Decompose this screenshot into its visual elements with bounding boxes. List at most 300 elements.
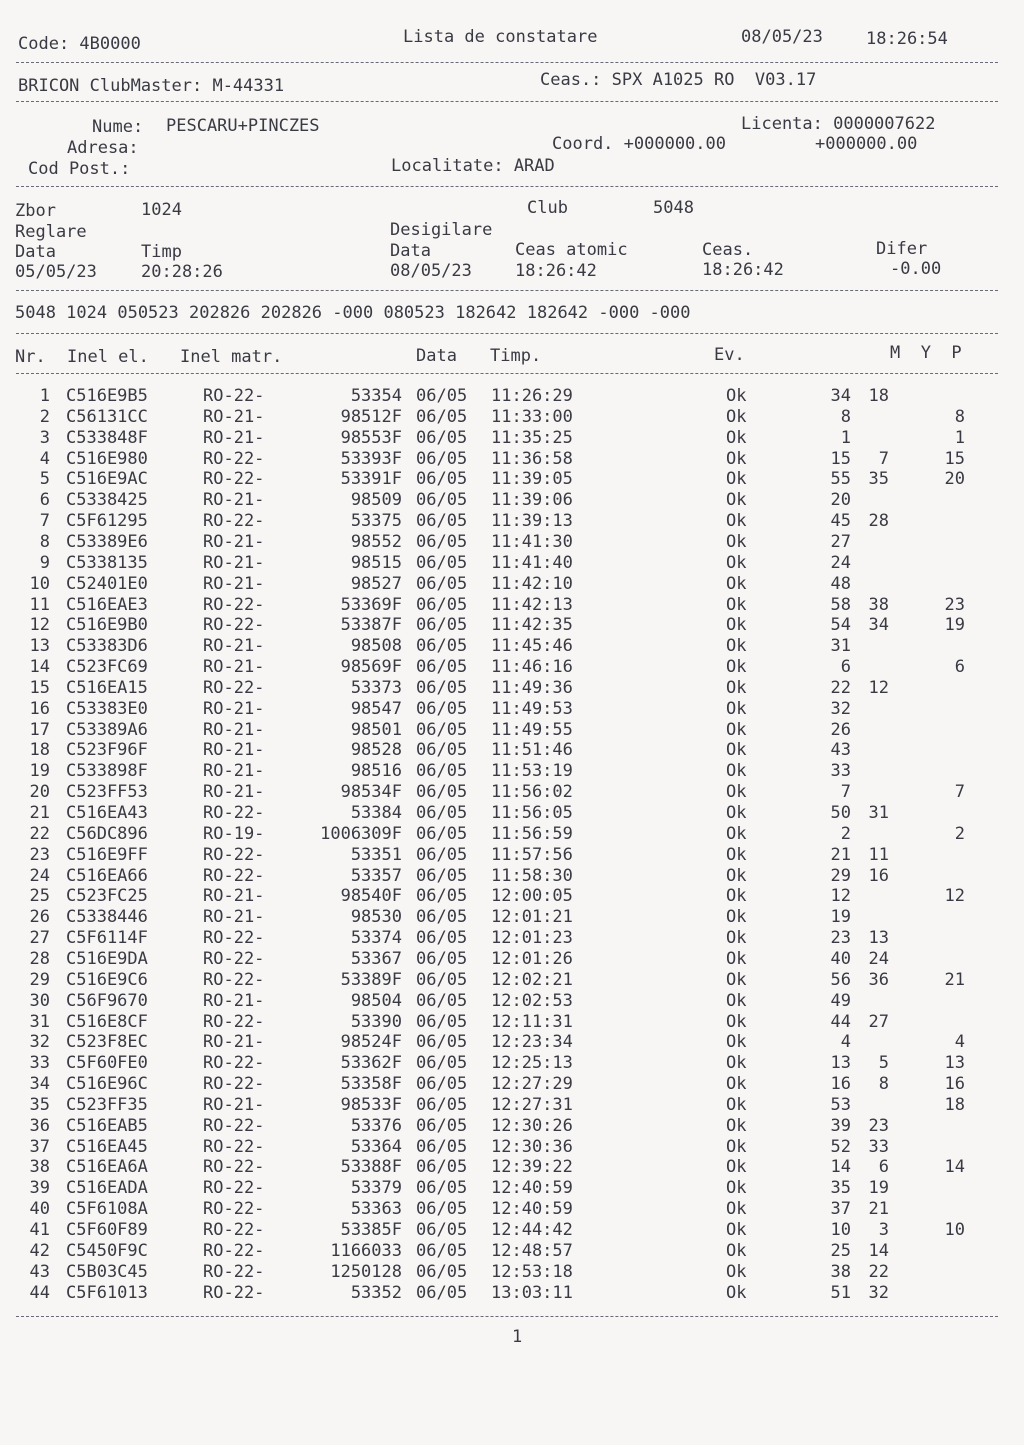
cell-inel-el: C516EADA [66,1178,148,1199]
cell-nr: 5 [39,469,50,490]
cell-y: 36 [868,969,889,990]
cell-prefix: RO-22- [203,448,265,469]
nume-label: Nume: [92,117,144,137]
cell-prefix: RO-21- [203,427,265,448]
cell-ev: Ok [726,698,747,719]
cell-ev: Ok [726,1011,747,1032]
cell-data: 06/05 [416,1011,468,1032]
desigilare-label: Desigilare [390,220,493,240]
cell-p: 19 [944,615,965,636]
cell-timp: 13:03:11 [491,1282,573,1303]
cell-inel-matr: 98504 [350,990,402,1011]
table-row [0,969,1024,993]
cell-m: 21 [830,844,851,865]
zbor-label: Zbor [15,201,56,221]
table-row [0,698,1024,722]
cell-prefix: RO-22- [203,594,265,615]
cell-p: 14 [944,1157,965,1178]
flight-number: 1024 [141,200,182,220]
cell-nr: 1 [39,386,50,406]
cell-y: 12 [868,677,889,698]
cell-prefix: RO-21- [203,698,265,719]
cell-inel-matr: 98508 [350,636,402,657]
cell-prefix: RO-21- [203,1094,265,1115]
cell-data: 06/05 [416,865,468,886]
cell-m: 16 [830,1074,851,1095]
cell-ev: Ok [726,865,747,886]
cell-timp: 11:49:55 [491,719,573,740]
cell-timp: 12:02:21 [491,969,573,990]
cell-inel-matr: 53369F [340,594,402,615]
cell-m: 45 [830,511,851,532]
license-number: Licenta: 0000007622 [741,114,936,134]
cell-m: 19 [830,907,851,928]
cell-timp: 11:36:58 [491,448,573,469]
cell-p: 18 [944,1094,965,1115]
cell-m: 44 [830,1011,851,1032]
table-row [0,471,1024,492]
cell-m: 12 [830,886,851,907]
cell-inel-el: C516E9B0 [66,615,148,636]
cell-inel-el: C5F6114F [66,928,148,949]
cell-timp: 12:30:26 [491,1115,573,1136]
cell-data: 06/05 [416,948,468,969]
col-data: Data [416,346,457,366]
cell-nr: 29 [29,969,50,990]
cell-inel-el: C5F60F89 [66,1220,148,1240]
cell-m: 34 [830,386,851,406]
cell-inel-matr: 98515 [350,552,402,573]
cell-prefix: RO-21- [203,719,265,740]
cell-m: 24 [830,552,851,573]
cell-y: 35 [868,469,889,490]
cell-ev: Ok [726,886,747,907]
cell-prefix: RO-22- [203,511,265,532]
cell-data: 06/05 [416,823,468,844]
cell-timp: 12:01:23 [491,928,573,949]
cell-inel-el: C516EA45 [66,1136,148,1157]
cell-prefix: RO-21- [203,1032,265,1053]
cell-y: 16 [868,865,889,886]
cell-y: 6 [878,1157,889,1178]
desigilare-date: 08/05/23 [390,261,472,281]
cell-y: 34 [868,615,889,636]
cell-data: 06/05 [416,969,468,990]
col-inel-matr: Inel matr. [180,347,283,367]
cell-y: 3 [878,1220,889,1240]
cell-m: 35 [830,1178,851,1199]
table-row [0,1222,1024,1243]
cell-nr: 32 [29,1032,50,1053]
cell-prefix: RO-22- [203,1261,265,1282]
cell-inel-el: C516E9C6 [66,969,148,990]
cell-inel-matr: 98501 [350,719,402,740]
cell-data: 06/05 [416,386,468,406]
table-row [0,1180,1024,1201]
coordinates: Coord. +000000.00 [552,134,726,154]
cell-nr: 22 [29,823,50,844]
cell-prefix: RO-22- [203,928,265,949]
table-row [0,909,1024,930]
cell-inel-matr: 1250128 [330,1261,402,1282]
cell-prefix: RO-22- [203,1282,265,1303]
cell-inel-matr: 53362F [340,1053,402,1074]
cell-data: 06/05 [416,636,468,657]
cell-p: 13 [944,1053,965,1074]
cell-ev: Ok [726,803,747,823]
cell-inel-matr: 53351 [350,844,402,865]
cell-y: 18 [868,386,889,406]
table-row [0,659,1024,680]
cell-timp: 12:53:18 [491,1261,573,1282]
cell-p: 10 [944,1220,965,1240]
table-row [0,1076,1024,1097]
cell-nr: 40 [29,1199,50,1220]
cell-ev: Ok [726,1240,747,1261]
cell-inel-el: C516EA6A [66,1157,148,1178]
cell-m: 1 [840,427,851,448]
cell-inel-el: C516E9AC [66,469,148,490]
cell-timp: 11:39:06 [491,490,573,511]
cell-nr: 13 [29,636,50,657]
cell-inel-matr: 53385F [340,1220,402,1240]
cell-data: 06/05 [416,1178,468,1199]
table-row [0,930,1024,951]
cell-inel-el: C56DC896 [66,823,148,844]
table-row [0,823,1024,847]
cell-inel-matr: 53352 [350,1282,402,1303]
cell-ev: Ok [726,928,747,949]
cell-m: 51 [830,1282,851,1303]
cell-data: 06/05 [416,531,468,552]
cell-timp: 11:39:13 [491,511,573,532]
cell-inel-matr: 53389F [340,969,402,990]
cell-ev: Ok [726,448,747,469]
table-row [0,784,1024,805]
table-row [0,638,1024,659]
cell-timp: 11:42:13 [491,594,573,615]
cell-inel-el: C523FC25 [66,886,148,907]
cell-nr: 18 [29,740,50,761]
cell-ev: Ok [726,948,747,969]
cell-inel-matr: 53364 [350,1136,402,1157]
cell-timp: 12:01:26 [491,948,573,969]
cell-y: 27 [868,1011,889,1032]
cell-data: 06/05 [416,761,468,782]
cell-ev: Ok [726,740,747,761]
cell-y: 7 [878,448,889,469]
cell-m: 54 [830,615,851,636]
cell-data: 06/05 [416,677,468,698]
cell-inel-el: C523FC69 [66,657,148,678]
cell-nr: 44 [29,1282,50,1303]
cell-nr: 23 [29,844,50,865]
cell-inel-el: C5338425 [66,490,148,511]
cell-inel-matr: 98552 [350,531,402,552]
locality: Localitate: ARAD [391,156,555,176]
cell-m: 40 [830,948,851,969]
cell-inel-el: C56131CC [66,406,148,427]
cell-prefix: RO-21- [203,490,265,511]
cell-nr: 37 [29,1136,50,1157]
cell-ev: Ok [726,1157,747,1178]
cell-data: 06/05 [416,427,468,448]
table-row [0,617,1024,638]
cell-ev: Ok [726,823,747,844]
separator [16,333,998,334]
cell-nr: 39 [29,1178,50,1199]
cell-prefix: RO-21- [203,531,265,552]
separator [16,373,998,374]
cell-inel-matr: 1006309F [320,823,402,844]
cell-data: 06/05 [416,1032,468,1053]
cell-nr: 12 [29,615,50,636]
cell-inel-matr: 98516 [350,761,402,782]
cell-nr: 33 [29,1053,50,1074]
cell-ev: Ok [726,1136,747,1157]
cell-data: 06/05 [416,490,468,511]
ceas-atomic-label: Ceas atomic [515,240,628,260]
cell-timp: 12:25:13 [491,1053,573,1074]
reglare-label: Reglare [15,222,87,242]
cell-inel-el: C5338135 [66,552,148,573]
cell-inel-el: C523FF53 [66,782,148,803]
difference: -0.00 [890,259,942,279]
cell-nr: 2 [39,406,50,427]
cell-timp: 11:45:46 [491,636,573,657]
col-ev: Ev. [714,345,745,365]
cell-data: 06/05 [416,740,468,761]
cell-inel-matr: 53357 [350,865,402,886]
cell-nr: 4 [39,448,50,469]
cell-ev: Ok [726,615,747,636]
cell-p: 21 [944,969,965,990]
table-row [0,865,1024,889]
cell-timp: 11:56:05 [491,803,573,823]
cell-data: 06/05 [416,1261,468,1282]
cell-y: 31 [868,803,889,823]
cell-inel-el: C52401E0 [66,573,148,594]
table-row [0,1136,1024,1160]
cell-data: 06/05 [416,886,468,907]
table-row [0,677,1024,701]
cell-prefix: RO-22- [203,969,265,990]
cell-inel-matr: 98540F [340,886,402,907]
cell-timp: 12:30:36 [491,1136,573,1157]
cell-p: 2 [954,823,965,844]
cell-timp: 12:02:53 [491,990,573,1011]
coordinates-2: +000000.00 [815,134,918,154]
table-row [0,406,1024,430]
cell-m: 14 [830,1157,851,1178]
separator [16,186,998,187]
cell-ev: Ok [726,1094,747,1115]
adresa-label: Adresa: [67,138,139,158]
table-row [0,742,1024,763]
table-row [0,594,1024,618]
cell-m: 4 [840,1032,851,1053]
table-row [0,1201,1024,1222]
cell-ev: Ok [726,1032,747,1053]
cell-data: 06/05 [416,844,468,865]
cell-ev: Ok [726,761,747,782]
cell-timp: 11:53:19 [491,761,573,782]
cell-inel-matr: 53354 [350,386,402,406]
cell-data: 06/05 [416,1053,468,1074]
cell-m: 27 [830,531,851,552]
cell-nr: 43 [29,1261,50,1282]
cell-prefix: RO-22- [203,1178,265,1199]
cell-prefix: RO-22- [203,948,265,969]
cell-timp: 12:44:42 [491,1220,573,1240]
cell-nr: 10 [29,573,50,594]
cell-m: 26 [830,719,851,740]
cell-m: 48 [830,573,851,594]
cell-inel-el: C523F96F [66,740,148,761]
ceas-label: Ceas. [702,240,754,260]
cell-timp: 11:41:40 [491,552,573,573]
cell-m: 38 [830,1261,851,1282]
cell-m: 39 [830,1115,851,1136]
cell-m: 20 [830,490,851,511]
cell-prefix: RO-19- [203,823,265,844]
cell-p: 16 [944,1074,965,1095]
cell-m: 7 [840,782,851,803]
cell-m: 23 [830,928,851,949]
cell-inel-matr: 1166033 [330,1240,402,1261]
cell-inel-matr: 53390 [350,1011,402,1032]
cell-timp: 11:42:10 [491,573,573,594]
cell-inel-matr: 53375 [350,511,402,532]
cell-m: 13 [830,1053,851,1074]
cell-inel-matr: 53363 [350,1199,402,1220]
cell-inel-matr: 98530 [350,907,402,928]
table-row [0,990,1024,1014]
cell-m: 22 [830,677,851,698]
cell-m: 43 [830,740,851,761]
cell-inel-el: C516E980 [66,448,148,469]
cell-p: 7 [954,782,965,803]
cell-timp: 11:56:59 [491,823,573,844]
table-row [0,513,1024,534]
cell-timp: 12:27:31 [491,1094,573,1115]
cell-nr: 42 [29,1240,50,1261]
cell-data: 06/05 [416,1074,468,1095]
cell-timp: 12:23:34 [491,1032,573,1053]
cell-data: 06/05 [416,803,468,823]
cell-nr: 6 [39,490,50,511]
cell-inel-matr: 98553F [340,427,402,448]
cell-inel-el: C516E9B5 [66,386,148,406]
cell-timp: 12:01:21 [491,907,573,928]
cell-m: 29 [830,865,851,886]
cell-ev: Ok [726,469,747,490]
cell-ev: Ok [726,427,747,448]
table-row [0,719,1024,743]
cell-inel-el: C5338446 [66,907,148,928]
cell-nr: 19 [29,761,50,782]
table-row [0,1282,1024,1306]
cell-inel-el: C516E9FF [66,844,148,865]
cell-ev: Ok [726,406,747,427]
cell-timp: 11:42:35 [491,615,573,636]
cell-ev: Ok [726,531,747,552]
cell-y: 19 [868,1178,889,1199]
cell-inel-matr: 98524F [340,1032,402,1053]
cell-inel-matr: 53373 [350,677,402,698]
cell-timp: 11:46:16 [491,657,573,678]
cell-inel-el: C516E8CF [66,1011,148,1032]
cell-timp: 12:27:29 [491,1074,573,1095]
cell-ev: Ok [726,552,747,573]
table-row [0,531,1024,555]
cell-inel-matr: 98533F [340,1094,402,1115]
cell-inel-matr: 53374 [350,928,402,949]
cell-m: 2 [840,823,851,844]
cell-m: 33 [830,761,851,782]
cell-inel-el: C516E9DA [66,948,148,969]
cell-timp: 11:56:02 [491,782,573,803]
cell-data: 06/05 [416,657,468,678]
cell-p: 12 [944,886,965,907]
col-nr: Nr. [15,347,46,367]
cell-data: 06/05 [416,615,468,636]
reglare-date: 05/05/23 [15,262,97,282]
cod-post-label: Cod Post.: [28,159,131,179]
cell-y: 5 [878,1053,889,1074]
cell-timp: 12:40:59 [491,1199,573,1220]
cell-timp: 12:48:57 [491,1240,573,1261]
cell-timp: 11:33:00 [491,406,573,427]
cell-prefix: RO-22- [203,1240,265,1261]
cell-nr: 8 [39,531,50,552]
cell-ev: Ok [726,1261,747,1282]
cell-nr: 36 [29,1115,50,1136]
cell-data: 06/05 [416,469,468,490]
cell-nr: 25 [29,886,50,907]
cell-ev: Ok [726,594,747,615]
cell-timp: 12:11:31 [491,1011,573,1032]
cell-data: 06/05 [416,698,468,719]
table-row [0,948,1024,972]
clock-id: Ceas.: SPX A1025 RO V03.17 [540,70,817,90]
col-myp: M Y P [890,343,962,363]
cell-timp: 11:58:30 [491,865,573,886]
cell-ev: Ok [726,1053,747,1074]
cell-prefix: RO-21- [203,782,265,803]
cell-nr: 31 [29,1011,50,1032]
cell-y: 24 [868,948,889,969]
cell-y: 23 [868,1115,889,1136]
cell-inel-matr: 98569F [340,657,402,678]
cell-y: 14 [868,1240,889,1261]
cell-ev: Ok [726,386,747,406]
cell-prefix: RO-21- [203,907,265,928]
table-row [0,492,1024,513]
cell-y: 28 [868,511,889,532]
cell-m: 49 [830,990,851,1011]
cell-prefix: RO-22- [203,1011,265,1032]
cell-inel-matr: 53393F [340,448,402,469]
cell-prefix: RO-22- [203,386,265,406]
cell-ev: Ok [726,657,747,678]
cell-prefix: RO-22- [203,1053,265,1074]
cell-ev: Ok [726,677,747,698]
timp-label: Timp [141,242,182,262]
cell-nr: 38 [29,1157,50,1178]
cell-ev: Ok [726,990,747,1011]
cell-y: 8 [878,1074,889,1095]
